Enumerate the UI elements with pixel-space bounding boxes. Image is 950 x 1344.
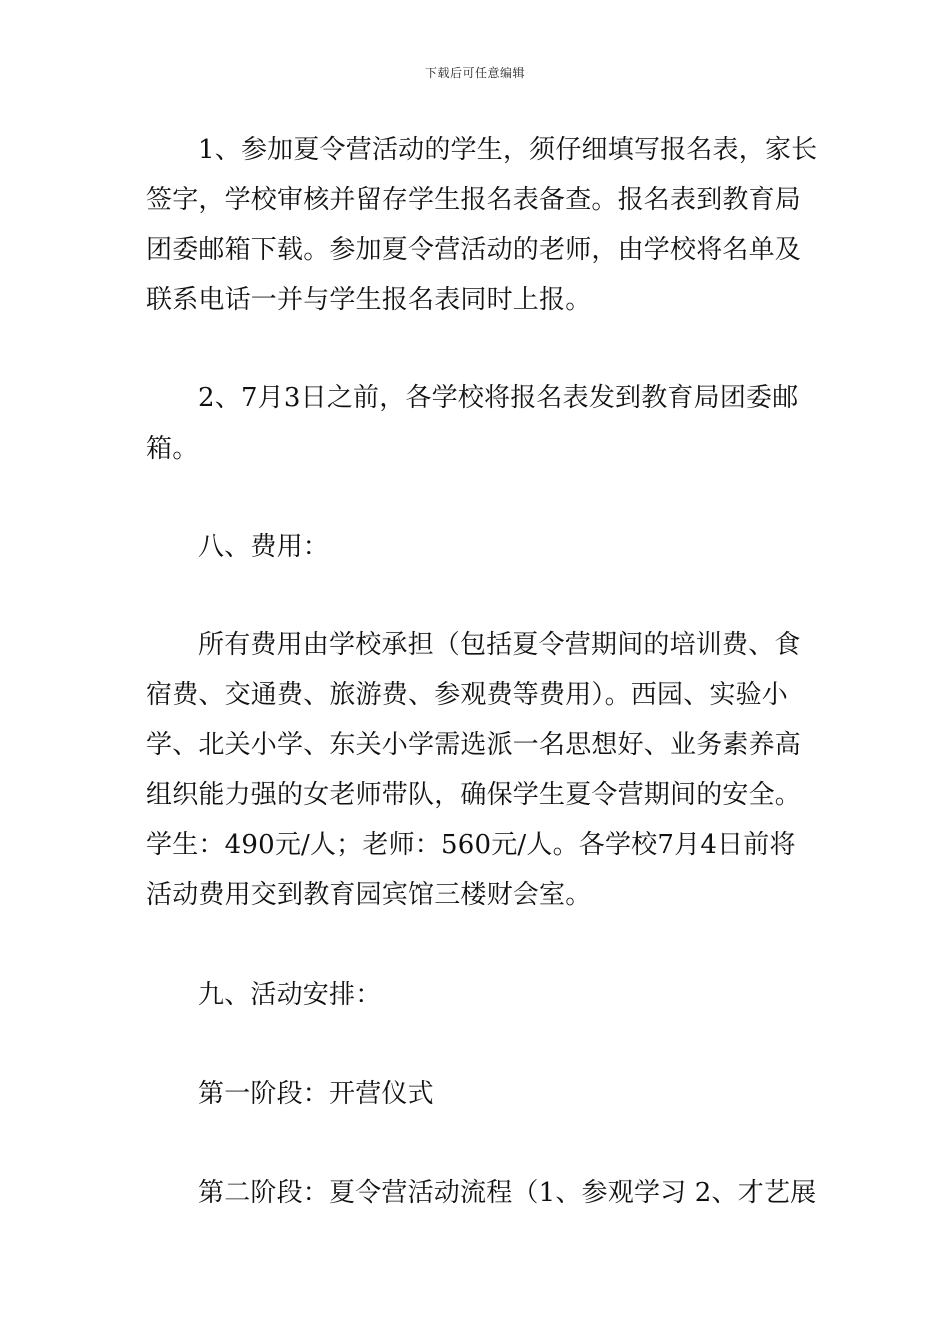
- paragraph-line: 宿费、交通费、旅游费、参观费等费用）。西园、实验小: [146, 680, 789, 710]
- paragraph-line: 学生：490元/人；老师：560元/人。各学校7月4日前将: [146, 830, 796, 860]
- paragraph-line: 1、参加夏令营活动的学生，须仔细填写报名表，家长: [198, 135, 818, 165]
- paragraph-line: 第二阶段：夏令营活动流程（1、参观学习 2、才艺展: [198, 1178, 817, 1208]
- paragraph-line: 联系电话一并与学生报名表同时上报。: [146, 285, 592, 315]
- paragraph-line: 签字，学校审核并留存学生报名表备查。报名表到教育局: [146, 185, 802, 215]
- section-heading: 八、费用：: [198, 532, 330, 562]
- section-heading: 九、活动安排：: [198, 980, 382, 1010]
- paragraph-line: 2、7月3日之前，各学校将报名表发到教育局团委邮: [198, 383, 799, 413]
- page-header-note: 下载后可任意编辑: [424, 66, 525, 80]
- paragraph-line: 活动费用交到教育园宾馆三楼财会室。: [146, 880, 592, 910]
- paragraph-line: 组织能力强的女老师带队，确保学生夏令营期间的安全。: [146, 780, 802, 810]
- paragraph-line: 第一阶段：开营仪式: [198, 1079, 434, 1109]
- paragraph-line: 学、北关小学、东关小学需选派一名思想好、业务素养高: [146, 730, 802, 760]
- paragraph-line: 箱。: [146, 434, 199, 464]
- paragraph-line: 团委邮箱下载。参加夏令营活动的老师，由学校将名单及: [146, 235, 802, 265]
- paragraph-line: 所有费用由学校承担（包括夏令营期间的培训费、食: [198, 630, 801, 660]
